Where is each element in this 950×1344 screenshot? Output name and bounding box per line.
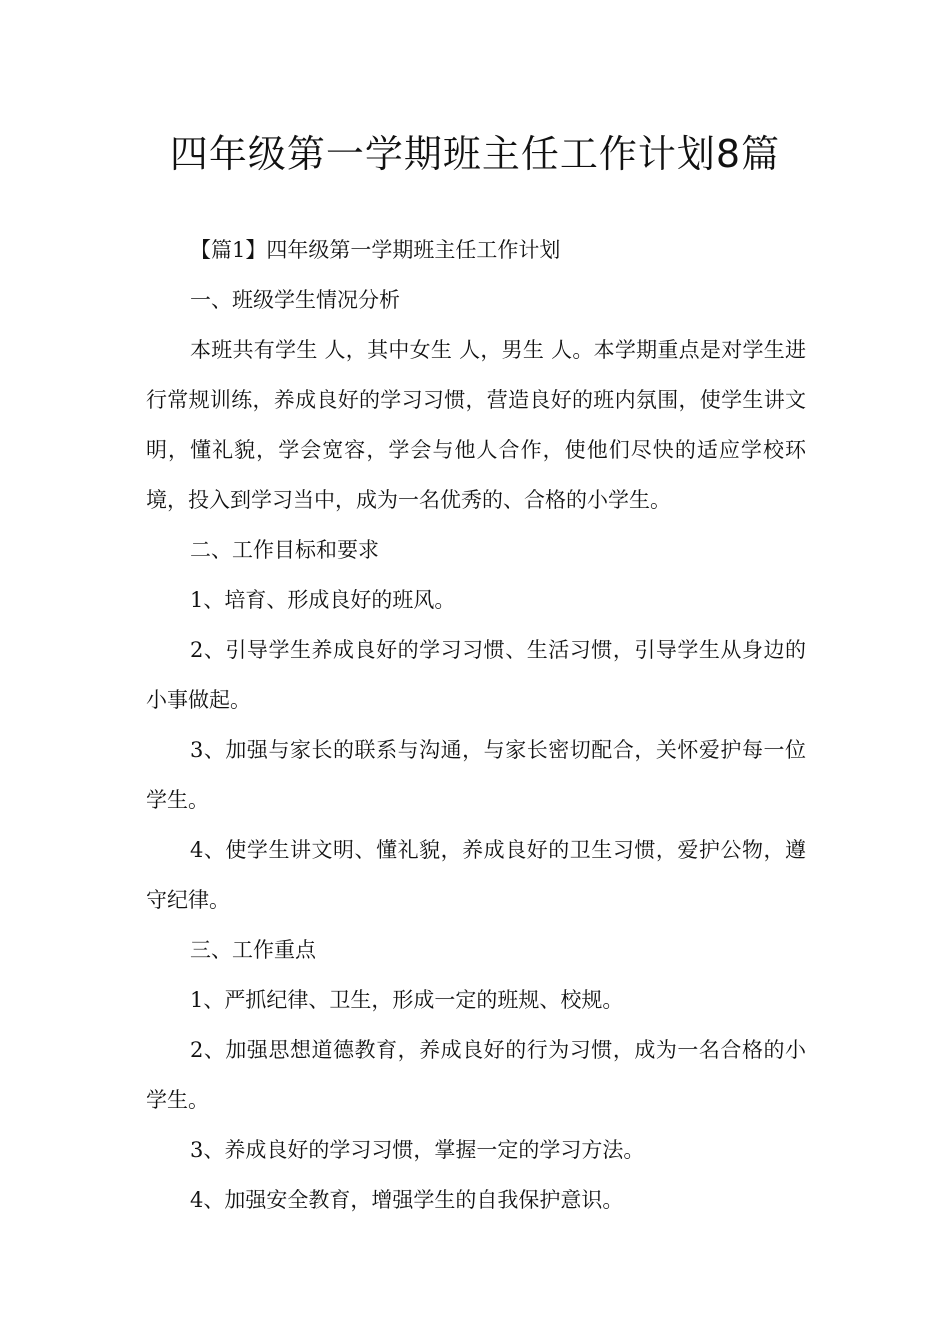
list-item-focus-1: 1、严抓纪律、卫生，形成一定的班规、校规。 xyxy=(190,988,624,1012)
list-item-goal-3: 3、加强与家长的联系与沟通，与家长密切配合，关怀爱护每一位学生。 xyxy=(146,738,806,812)
paragraph-class-analysis: 本班共有学生 人，其中女生 人，男生 人。本学期重点是对学生进行常规训练，养成良好的学习习惯，营造良好的班内氛围，使学生讲文明，懂礼貌，学会宽容，学会与他人合作，使他们尽快的适应学校环境，投入到学习当中，成为一名优秀的、合格的小学生。 xyxy=(146,338,806,512)
list-item-focus-2: 2、加强思想道德教育，养成良好的行为习惯，成为一名合格的小学生。 xyxy=(146,1038,806,1112)
section-heading-focus: 三、工作重点 xyxy=(190,938,316,962)
document-title: 四年级第一学期班主任工作计划8篇 xyxy=(169,132,781,176)
document-body xyxy=(146,225,806,1225)
section-heading-goals: 二、工作目标和要求 xyxy=(190,538,379,562)
section-heading-class-analysis: 一、班级学生情况分析 xyxy=(190,288,400,312)
list-item-goal-1: 1、培育、形成良好的班风。 xyxy=(190,588,456,612)
list-item-focus-4: 4、加强安全教育，增强学生的自我保护意识。 xyxy=(190,1188,624,1212)
section-heading-article-1: 【篇1】四年级第一学期班主任工作计划 xyxy=(190,238,561,262)
list-item-focus-3: 3、养成良好的学习习惯，掌握一定的学习方法。 xyxy=(190,1138,645,1162)
list-item-goal-4: 4、使学生讲文明、懂礼貌，养成良好的卫生习惯，爱护公物，遵守纪律。 xyxy=(146,838,806,912)
list-item-goal-2: 2、引导学生养成良好的学习习惯、生活习惯，引导学生从身边的小事做起。 xyxy=(146,638,806,712)
